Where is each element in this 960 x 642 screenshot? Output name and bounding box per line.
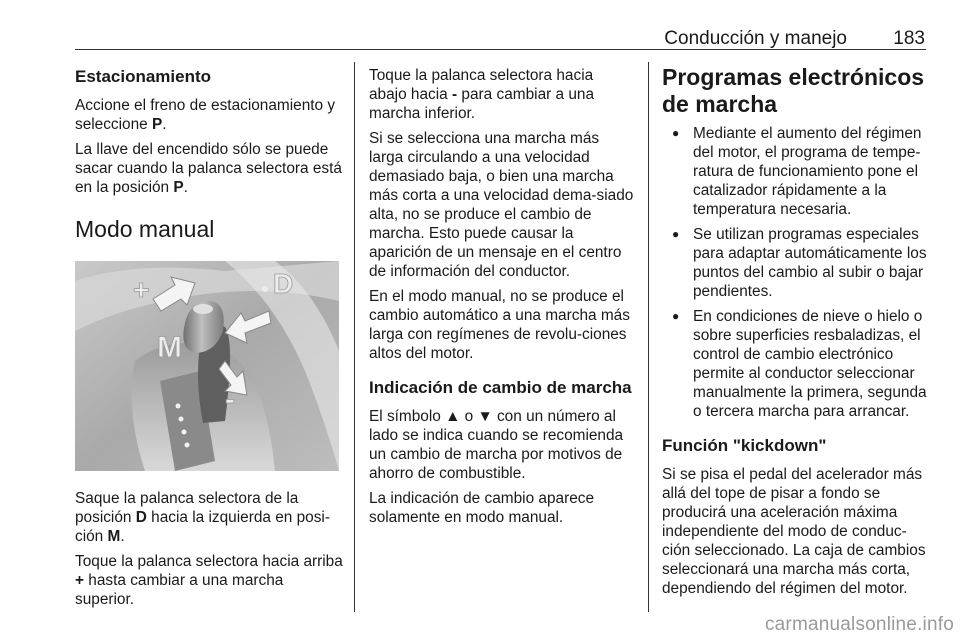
header-title: Conducción y manejo xyxy=(664,28,847,49)
column-divider-1 xyxy=(354,62,355,612)
column-1 xyxy=(75,66,343,615)
kickdown-heading: Función "kickdown" xyxy=(662,436,827,455)
manual-auto-paragraph: En el modo manual, no se produce el cambio automático a una marcha más larga con regímenes de revolu‐ciones altos del motor. xyxy=(369,288,630,362)
downshift-paragraph: Toque la palanca selectora hacia abajo hacia - para cambiar a una marcha inferior. xyxy=(369,67,595,122)
list-item: ● Se utilizan programas especiales para adaptar automáticamente los puntos del cambio al subir o bajar pendientes. xyxy=(662,225,930,301)
figure-label-minus: - xyxy=(225,383,235,416)
column-divider-2 xyxy=(648,62,649,612)
list-item: ● Mediante el aumento del régimen del motor, el programa de tempe‐ratura de funcionamiento pone el catalizador rápidamente a la temperatura necesaria. xyxy=(662,124,930,219)
manual-paragraph-1: Saque la palanca selectora de la posición D hacia la izquierda en posi‐ción M. xyxy=(75,490,330,545)
gear-selector-illustration xyxy=(75,261,339,471)
list-item: ● En condiciones de nieve o hielo o sobre superficies resbaladizas, el control de cambio electrónico permite al conductor seleccionar manualmente la primera, segunda o tercera marcha para arrancar. xyxy=(662,307,930,421)
watermark: carmanualsonline.info xyxy=(764,614,954,635)
page-header xyxy=(75,22,925,50)
parking-heading: Estacionamiento xyxy=(75,67,212,86)
shift-symbol-paragraph: El símbolo ▲ o ▼ con un número al lado se indica cuando se recomienda un cambio de marcha por motivos de ahorro de combustible. xyxy=(369,408,624,482)
manual-mode-heading: Modo manual xyxy=(75,216,215,242)
column-3 xyxy=(662,64,930,604)
column-2 xyxy=(369,66,635,533)
parking-paragraph-1: Accione el freno de estacionamiento y seleccione P. xyxy=(75,97,336,133)
manual-paragraph-2: Toque la palanca selectora hacia arriba + hasta cambiar a una marcha superior. xyxy=(75,553,343,608)
kickdown-paragraph: Si se pisa el pedal del acelerador más allá del tope de pisar a fondo se producirá una aceleración máxima independiente del modo de conduc‐ción seleccionado. La caja de cambios seleccionará una marcha más corta, dependiendo del régimen del motor. xyxy=(662,466,926,597)
gear-selection-paragraph: Si se selecciona una marcha más larga circulando a una velocidad demasiado baja, o bien una marcha más corta a una velocidad dema‐siado alta, no se produce el cambio de marcha. Esto puede causar la aparición de un mensaje en el centro de información del conductor. xyxy=(369,130,634,280)
programs-list xyxy=(662,124,930,421)
page-number: 183 xyxy=(893,28,925,49)
shift-manual-paragraph: La indicación de cambio aparece solamente en modo manual. xyxy=(369,490,595,526)
figure-label-d: D xyxy=(273,268,294,299)
shift-indication-heading: Indicación de cambio de marcha xyxy=(369,378,632,397)
programs-heading: Programas electrónicos de marcha xyxy=(662,64,925,117)
figure-label-plus: + xyxy=(133,274,150,305)
gear-selector-svg xyxy=(75,261,339,471)
parking-paragraph-2: La llave del encendido sólo se puede sacar cuando la palanca selectora está en la posición P. xyxy=(75,141,342,196)
figure-label-m: M xyxy=(157,331,182,364)
header-rule xyxy=(75,49,926,50)
